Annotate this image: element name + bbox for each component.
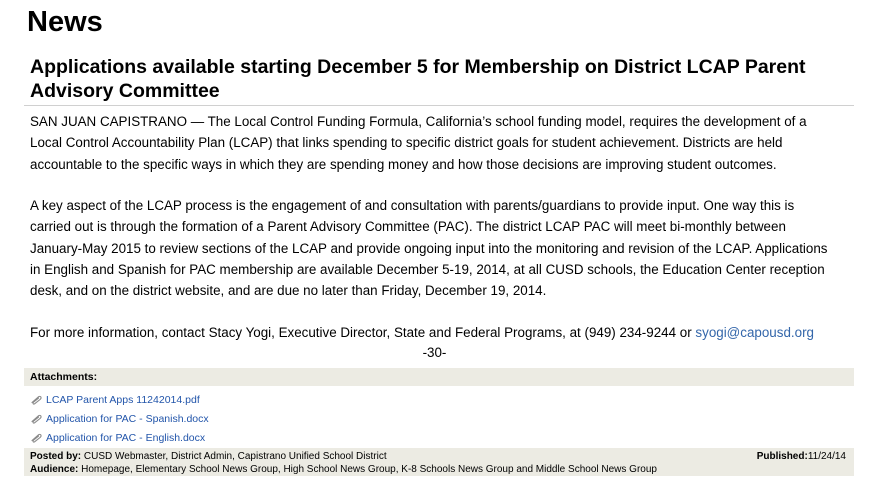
posted-by [30,450,387,463]
audience-value: Homepage, Elementary School News Group, High School News Group, K-8 Schools News Group and Middle School News Group [81,464,657,475]
paperclip-icon [30,395,43,405]
article-paragraph-2: A key aspect of the LCAP process is the engagement of and consultation with parents/guardians to provide input. One way this is carried out is through the formation of a Parent Advisory Committee (PAC). The district LCAP PAC will meet bi-monthly between January-May 2015 to review sections of the LCAP and provide ongoing input into the monitoring and revision of the LCAP. Applications in English and Spanish for PAC membership are available December 5-19, 2014, at all CUSD schools, the Education Center reception desk, and on the district website, and are due no later than Friday, December 19, 2014. [30,198,828,299]
attachments-label: Attachments: [30,371,98,383]
title-divider [24,105,854,106]
attachment-link[interactable]: Application for PAC - English.docx [46,431,206,444]
attachments-header [24,368,854,386]
published-date [757,450,846,463]
page-title: News [27,6,103,38]
contact-text: For more information, contact Stacy Yogi, Executive Director, State and Federal Programs, at (949) 234-9244 or [30,325,692,340]
posted-by-label: Posted by: [30,451,82,462]
closing-mark: -30- [422,345,447,360]
published-value: 11/24/14 [807,451,846,462]
posted-by-value: CUSD Webmaster, District Admin, Capistrano Unified School District [83,451,387,462]
audience [30,463,657,476]
published-label: Published: [756,451,808,462]
audience-label: Audience: [30,464,79,475]
attachment-link[interactable]: LCAP Parent Apps 11242014.pdf [46,393,200,406]
attachment-item [30,390,430,409]
contact-email-link[interactable]: syogi@capousd.org [695,325,814,340]
attachment-item [30,409,430,428]
paperclip-icon [30,414,43,424]
paperclip-icon [30,433,43,443]
attachments-list [30,390,430,447]
article-title: Applications available starting December 5 for Membership on District LCAP Parent Advisory Committee [30,56,806,102]
attachment-item [30,428,430,447]
post-footer [24,448,854,476]
attachment-link[interactable]: Application for PAC - Spanish.docx [46,412,209,425]
article-paragraph-1: SAN JUAN CAPISTRANO — The Local Control Funding Formula, California’s school funding model, requires the development of a Local Control Accountability Plan (LCAP) that links spending to specific district goals for student achievement. Districts are held accountable to the specific ways in which they are spending money and how those decisions are improving student outcomes. [30,114,807,172]
contact-paragraph [30,322,830,343]
